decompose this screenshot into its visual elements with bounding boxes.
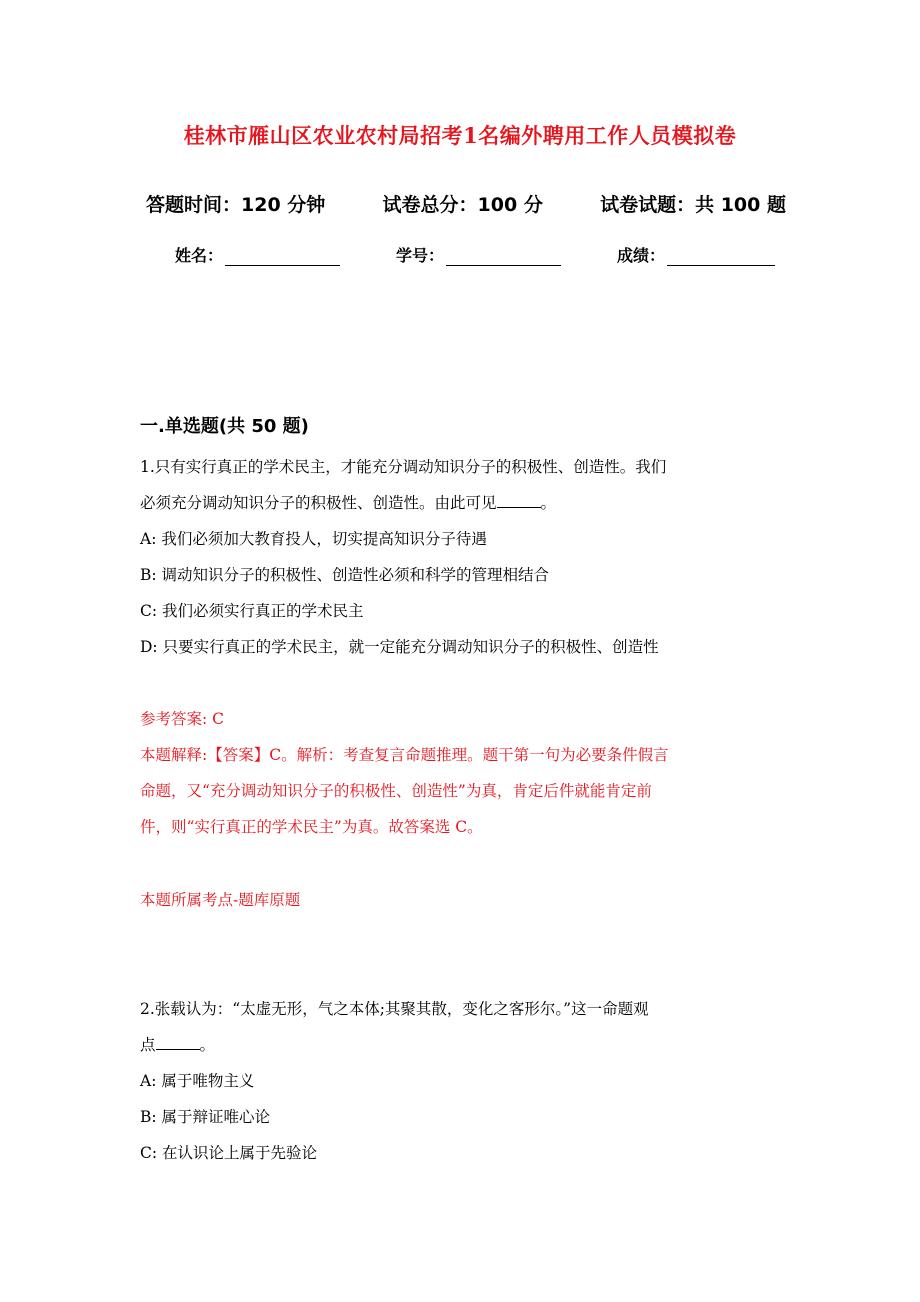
id-field xyxy=(396,243,561,266)
option-c: C: 我们必须实行真正的学术民主 xyxy=(140,602,364,620)
exam-meta xyxy=(146,190,786,217)
page-title: 桂林市雁山区农业农村局招考1名编外聘用工作人员模拟卷 xyxy=(183,123,737,148)
option-b: B: 调动知识分子的积极性、创造性必须和科学的管理相结合 xyxy=(140,566,550,584)
score-label: 成绩： xyxy=(616,246,665,265)
answer-blank xyxy=(156,1035,200,1050)
stem-text: 点 xyxy=(140,1036,156,1054)
exam-time: 答题时间：120 分钟 xyxy=(146,194,326,216)
topic-line: 本题所属考点-题库原题 xyxy=(140,891,301,909)
section-title: 一.单选题(共 50 题) xyxy=(140,416,309,437)
option-c: C: 在认识论上属于先验论 xyxy=(140,1144,318,1162)
stem-text: 。 xyxy=(199,1036,216,1054)
name-field xyxy=(175,243,340,266)
explanation-line: 命题，又“充分调动知识分子的积极性、创造性”为真，肯定后件就能肯定前 xyxy=(140,782,652,800)
option-b: B: 属于辩证唯心论 xyxy=(140,1108,271,1126)
question-stem-line xyxy=(140,1027,780,1063)
id-label: 学号： xyxy=(395,246,444,265)
question-1-topic xyxy=(140,882,780,918)
option-d: D: 只要实行真正的学术民主，就一定能充分调动知识分子的积极性、创造性 xyxy=(140,638,659,656)
question-1-answer xyxy=(140,701,780,845)
name-blank xyxy=(225,249,340,266)
id-blank xyxy=(446,249,561,266)
stem-text: 。 xyxy=(540,494,557,512)
question-stem-line xyxy=(140,485,780,521)
student-fields xyxy=(175,243,775,266)
score-field xyxy=(617,243,775,266)
question-1 xyxy=(140,449,780,665)
explanation-line: 本题解释:【答案】C。解析：考查复言命题推理。题干第一句为必要条件假言 xyxy=(140,746,669,764)
option-a: A: 我们必须加大教育投人，切实提高知识分子待遇 xyxy=(140,530,487,548)
name-label: 姓名： xyxy=(175,246,224,265)
question-2 xyxy=(140,991,780,1171)
score-blank xyxy=(667,249,775,266)
option-a: A: 属于唯物主义 xyxy=(140,1072,255,1090)
question-stem-line: 1.只有实行真正的学术民主，才能充分调动知识分子的积极性、创造性。我们 xyxy=(140,458,667,476)
exam-total-questions: 试卷试题：共 100 题 xyxy=(600,194,786,216)
question-stem-line: 2.张载认为：“太虚无形，气之本体;其聚其散，变化之客形尔。”这一命题观 xyxy=(140,1000,649,1018)
exam-total-score: 试卷总分：100 分 xyxy=(382,194,543,216)
stem-text: 必须充分调动知识分子的积极性、创造性。由此可见 xyxy=(140,494,497,512)
answer-blank xyxy=(497,493,541,508)
reference-answer: 参考答案: C xyxy=(140,710,225,728)
explanation-line: 件，则“实行真正的学术民主”为真。故答案选 C。 xyxy=(140,818,483,836)
